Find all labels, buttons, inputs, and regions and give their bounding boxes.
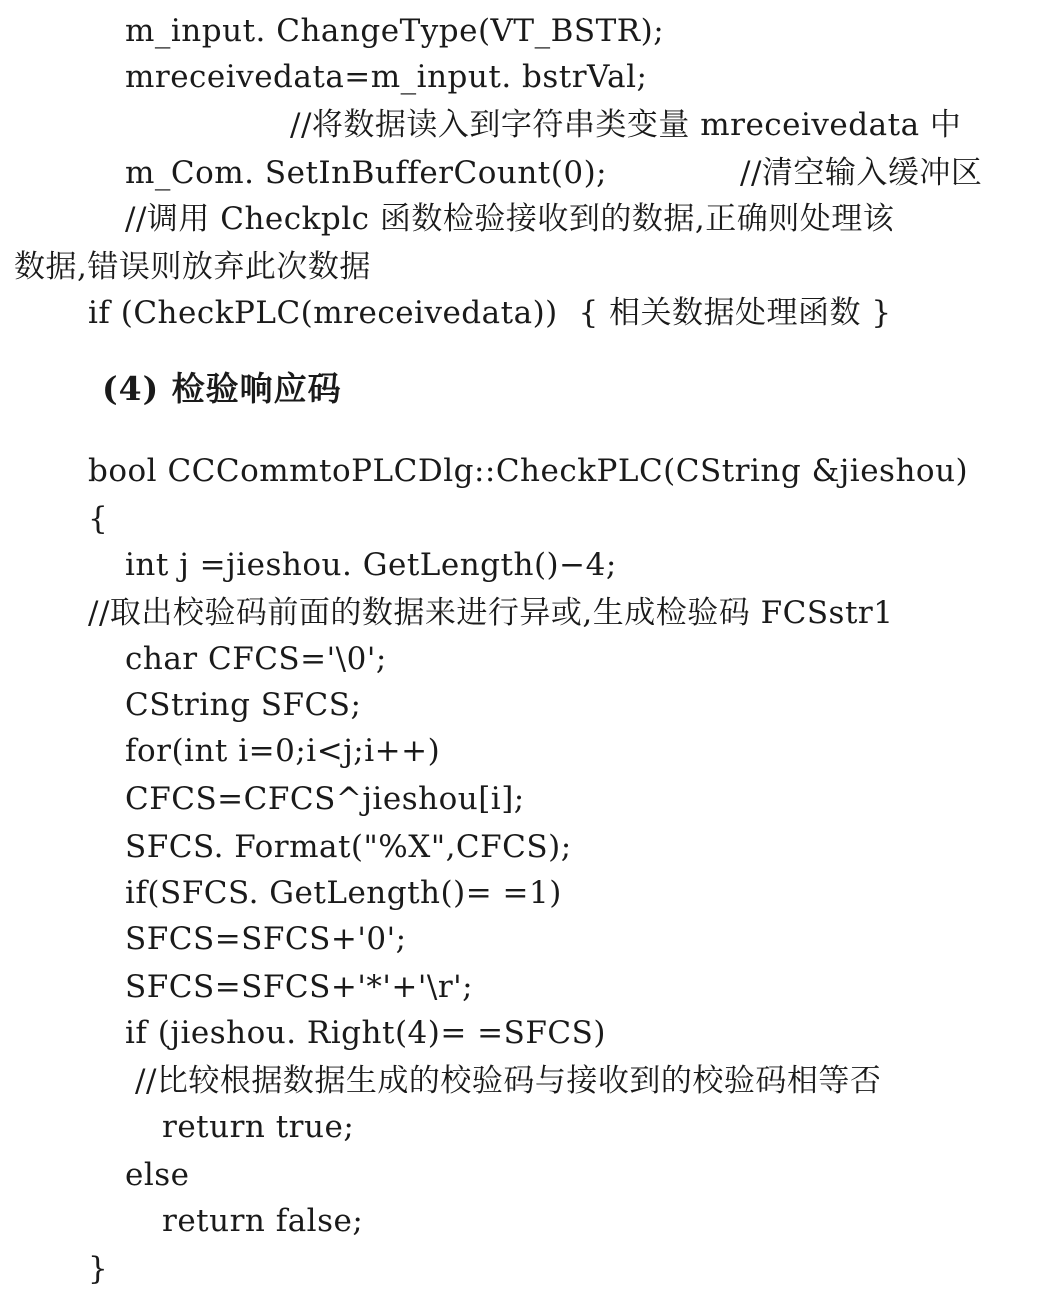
code-line-cstring-sfcs: CString SFCS; bbox=[125, 687, 362, 723]
code-line-for-loop: for(int i=0;i<j;i++) bbox=[125, 733, 441, 769]
code-line-assign-bstrval: mreceivedata=m_input. bstrVal; bbox=[125, 59, 648, 95]
code-comment-xor: //取出校验码前面的数据来进行异或,生成检验码 FCSstr1 bbox=[88, 595, 894, 631]
code-brace-open: { bbox=[88, 501, 109, 537]
code-line-char-cfcs: char CFCS='\0'; bbox=[125, 641, 387, 677]
code-line-if-length: if(SFCS. GetLength()= =1) bbox=[125, 875, 562, 911]
code-line-if-checkplc: if (CheckPLC(mreceivedata)) { 相关数据处理函数 } bbox=[88, 295, 892, 331]
code-comment-call-checkplc: //调用 Checkplc 函数检验接收到的数据,正确则处理该 bbox=[125, 201, 895, 237]
code-line-setinbuffercount: m_Com. SetInBufferCount(0); bbox=[125, 155, 608, 191]
code-line-if-right: if (jieshou. Right(4)= =SFCS) bbox=[125, 1015, 606, 1051]
code-comment-compare: //比较根据数据生成的校验码与接收到的校验码相等否 bbox=[135, 1063, 882, 1099]
code-line-return-false: return false; bbox=[162, 1203, 364, 1239]
code-brace-close: } bbox=[88, 1251, 109, 1287]
code-comment-call-checkplc-cont: 数据,错误则放弃此次数据 bbox=[14, 249, 371, 285]
code-line-return-true: return true; bbox=[162, 1109, 355, 1145]
code-line-int-j: int j =jieshou. GetLength()−4; bbox=[125, 547, 617, 583]
code-comment-read-data: //将数据读入到字符串类变量 mreceivedata 中 bbox=[290, 107, 962, 143]
code-line-format: SFCS. Format("%X",CFCS); bbox=[125, 829, 572, 865]
code-line-changetype: m_input. ChangeType(VT_BSTR); bbox=[125, 13, 665, 49]
code-line-else: else bbox=[125, 1157, 190, 1193]
code-line-append-star: SFCS=SFCS+'*'+'\r'; bbox=[125, 969, 474, 1005]
code-comment-clear-buffer: //清空输入缓冲区 bbox=[740, 155, 983, 191]
code-line-xor-assign: CFCS=CFCS^jieshou[i]; bbox=[125, 781, 525, 817]
code-line-function-signature: bool CCCommtoPLCDlg::CheckPLC(CString &jieshou) bbox=[88, 453, 969, 489]
code-line-append-zero: SFCS=SFCS+'0'; bbox=[125, 921, 407, 957]
section-heading: (4) 检验响应码 bbox=[102, 369, 342, 408]
